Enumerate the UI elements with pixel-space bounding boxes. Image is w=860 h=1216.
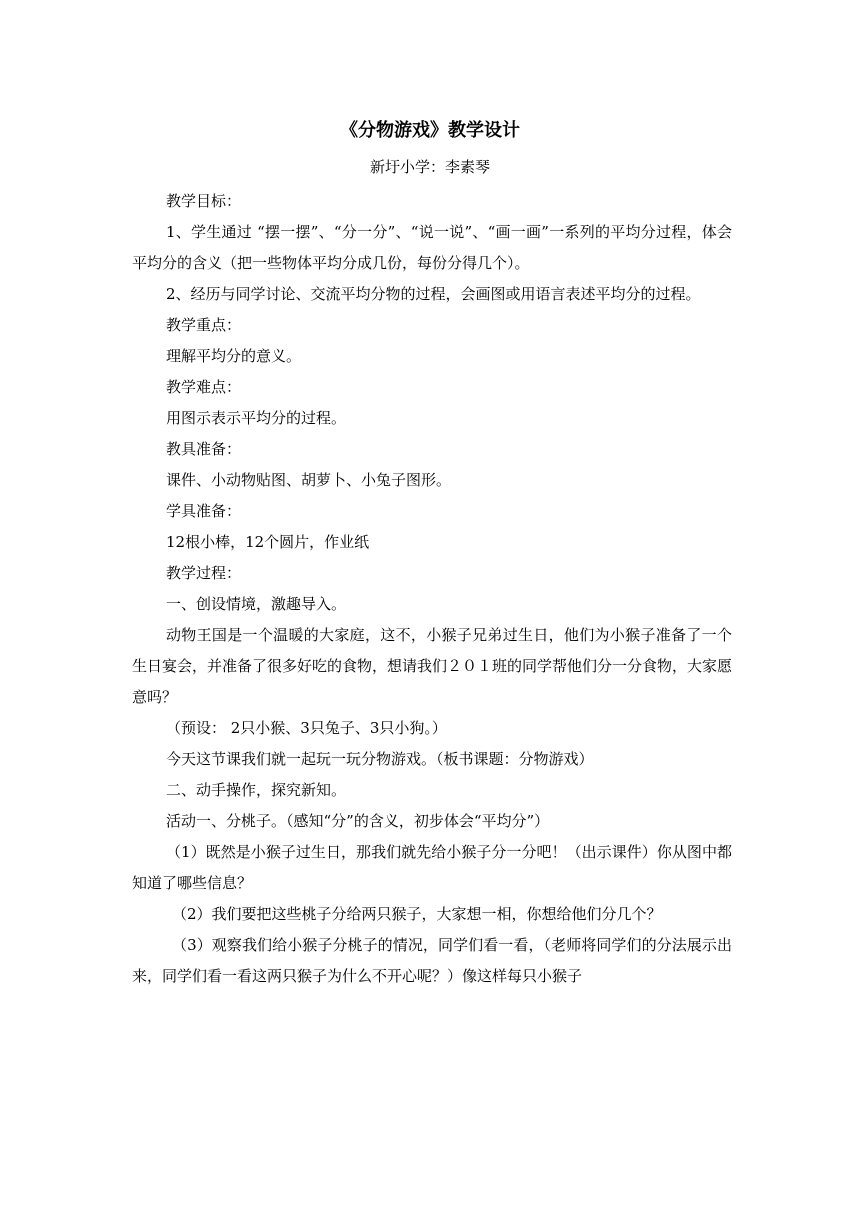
document-body	[132, 186, 732, 992]
activity-1-step-2: （2）我们要把这些桃子分给两只猴子，大家想一相，你想给他们分几个？	[172, 905, 662, 923]
activity-1-step-1: （1）既然是小猴子过生日，那我们就先给小猴子分一分吧！（出示课件）你从图中都知道了哪些信息？	[132, 843, 732, 892]
heading-process: 教学过程：	[166, 564, 242, 582]
activity-1-heading: 活动一、分桃子。（感知“分”的含义，初步体会“平均分”）	[166, 812, 550, 830]
section-1-preset: （预设： 2只小猴、3只兔子、3只小狗。）	[166, 719, 447, 737]
teaching-aids-text: 课件、小动物贴图、胡萝卜、小兔子图形。	[166, 471, 452, 489]
key-points-text: 理解平均分的意义。	[166, 347, 302, 365]
heading-learning-aids: 学具准备：	[166, 502, 242, 520]
section-1-topic: 今天这节课我们就一起玩一玩分物游戏。（板书课题：分物游戏）	[166, 750, 594, 768]
heading-objectives: 教学目标：	[166, 192, 242, 210]
learning-aids-text: 12根小棒，12个圆片，作业纸	[166, 533, 370, 551]
heading-teaching-aids: 教具准备：	[166, 440, 242, 458]
activity-1-step-3: （3）观察我们给小猴子分桃子的情况，同学们看一看，（老师将同学们的分法展示出来，同学们看一看这两只猴子为什么不开心呢？）像这样每只小猴子	[132, 936, 732, 985]
section-1-intro: 动物王国是一个温暖的大家庭，这不，小猴子兄弟过生日，他们为小猴子准备了一个生日宴会，并准备了很多好吃的食物，想请我们２０１班的同学帮他们分一分食物，大家愿意吗？	[132, 626, 733, 706]
section-1-heading: 一、创设情境，激趣导入。	[166, 595, 347, 613]
document-title: 《分物游戏》教学设计	[340, 120, 520, 141]
section-2-heading: 二、动手操作，探究新知。	[166, 781, 347, 799]
document-author: 新圩小学：李素琴	[369, 158, 490, 176]
difficulties-text: 用图示表示平均分的过程。	[166, 409, 347, 427]
heading-difficulties: 教学难点：	[166, 378, 242, 396]
objective-2: 2、经历与同学讨论、交流平均分物的过程，会画图或用语言表述平均分的过程。	[166, 285, 701, 303]
heading-key-points: 教学重点：	[166, 316, 242, 334]
objective-1: 1、学生通过 “摆一摆”、“分一分”、“说一说”、“画一画”一系列的平均分过程，体会平均分的含义（把一些物体平均分成几份，每份分得几个）。	[132, 223, 732, 272]
